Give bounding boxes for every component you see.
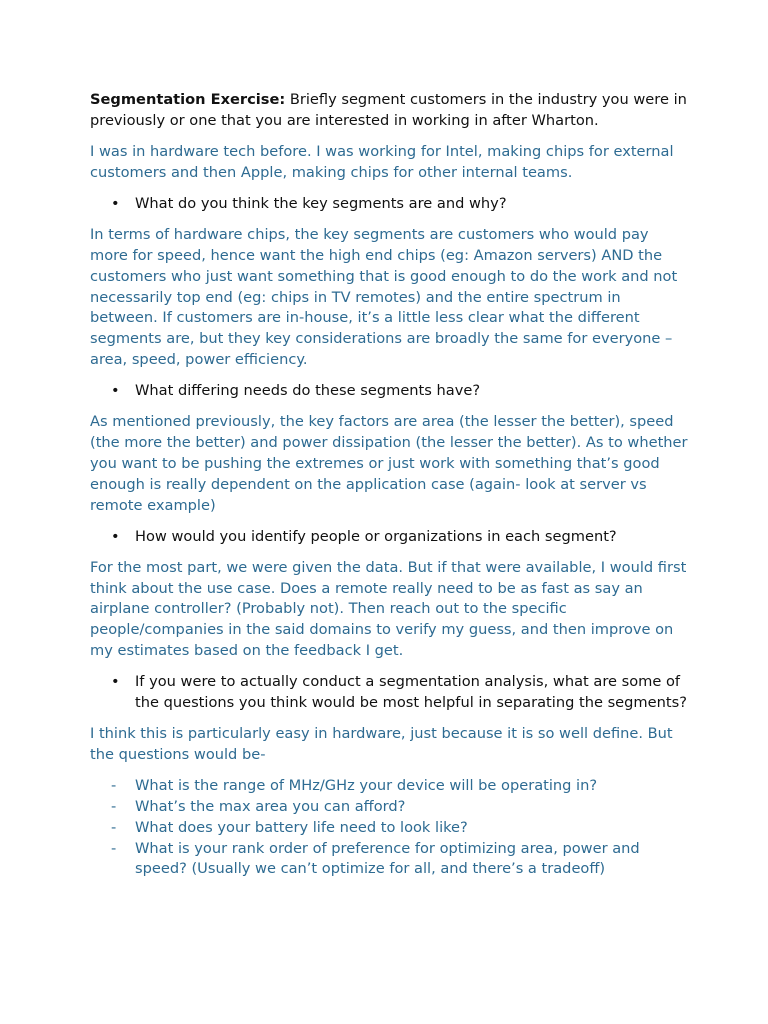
dash-icon: - — [111, 818, 117, 836]
bullet-icon: • — [111, 527, 120, 545]
list-item-text: What’s the max area you can afford? — [135, 798, 406, 816]
question-text: What differing needs do these segments have? — [135, 382, 481, 400]
list-item-text: What does your battery life need to look like? — [135, 818, 468, 836]
segmentation-question-list — [90, 776, 690, 880]
question-text: What do you think the key segments are and why? — [135, 194, 507, 212]
answer-paragraph: In terms of hardware chips, the key segments are customers who would pay more for speed, hence want the high end chips (eg: Amazon servers) AND the customers who just want something that is good enough to do the work and not necessarily top end (eg: chips in TV remotes) and the entire spectrum in between. If customers are in-house, it’s a little less clear what the different segments are, but they key considerations are broadly the same for everyone – area, speed, power efficiency. — [90, 226, 678, 368]
dash-icon: - — [111, 798, 117, 816]
bullet-icon: • — [111, 194, 120, 212]
answer-intro: I was in hardware tech before. I was working for Intel, making chips for external customers and then Apple, making chips for other internal teams. — [90, 142, 674, 181]
question-text: How would you identify people or organizations in each segment? — [135, 527, 617, 545]
list-item — [90, 776, 690, 797]
answer-paragraph: For the most part, we were given the data. But if that were available, I would first think about the use case. Does a remote really need to be as fast as say an airplane controller? (Probably not). Then reach out to the specific people/companies in the said domains to verify my guess, and then improve on my estimates based on the feedback I get. — [90, 558, 687, 660]
question-item — [90, 381, 690, 402]
question-item — [90, 194, 690, 215]
question-item — [90, 672, 690, 714]
dash-icon: - — [111, 839, 117, 857]
question-text: If you were to actually conduct a segmentation analysis, what are some of the questions you think would be most helpful in separating the segments? — [135, 673, 687, 712]
dash-icon: - — [111, 777, 117, 795]
answer-paragraph: As mentioned previously, the key factors are area (the lesser the better), speed (the more the better) and power dissipation (the lesser the better). As to whether you want to be pushing the extremes or just work with something that’s good enough is really dependent on the application case (again- look at server vs remote example) — [90, 413, 688, 514]
document-page — [90, 90, 690, 880]
bullet-icon: • — [111, 673, 120, 691]
question-list — [90, 527, 690, 548]
answer-paragraph: I think this is particularly easy in hardware, just because it is so well define. But the questions would be- — [90, 725, 673, 764]
list-item — [90, 839, 690, 881]
question-list — [90, 381, 690, 402]
list-item-text: What is your rank order of preference for optimizing area, power and speed? (Usually we can’t optimize for all, and there’s a tradeoff) — [135, 839, 640, 878]
list-item — [90, 818, 690, 839]
question-item — [90, 527, 690, 548]
question-list — [90, 194, 690, 215]
list-item-text: What is the range of MHz/GHz your device will be operating in? — [135, 777, 598, 795]
exercise-instructions: Briefly segment customers in the industry you were in previously or one that you are interested in working in after Wharton. — [90, 91, 687, 129]
exercise-prompt — [90, 90, 690, 132]
exercise-title: Segmentation Exercise: — [90, 91, 286, 108]
question-list — [90, 672, 690, 714]
list-item — [90, 797, 690, 818]
bullet-icon: • — [111, 382, 120, 400]
